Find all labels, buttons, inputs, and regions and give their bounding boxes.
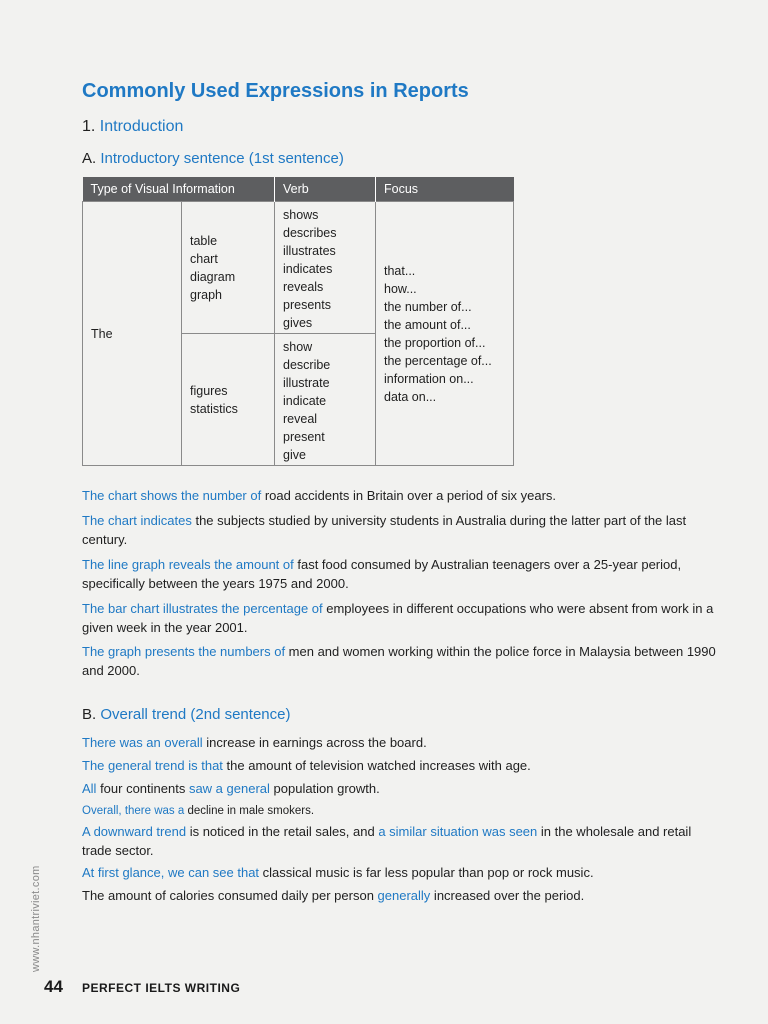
example-expression: The bar chart illustrates the percentage of (82, 601, 323, 616)
verb-item: describe (283, 358, 331, 372)
section-heading-introduction (82, 118, 183, 136)
cell-verbs-top (275, 202, 376, 334)
example-expression: The graph presents the numbers of (82, 644, 286, 659)
example-expression: The chart shows the number of (82, 488, 262, 503)
example-expression: The general trend is that (82, 758, 223, 773)
section-label: Introduction (99, 118, 184, 135)
example-text: road accidents in Britain over a period of six years. (261, 488, 557, 503)
cell-the: The (83, 202, 182, 466)
table-header-row (83, 177, 514, 202)
verb-item: indicate (283, 394, 327, 408)
header-type: Type of Visual Information (83, 177, 275, 202)
verb-item: reveals (283, 280, 324, 294)
table-row (83, 202, 514, 334)
verb-item: reveal (283, 412, 318, 426)
type-item: statistics (190, 401, 238, 416)
type-item: figures (190, 383, 228, 398)
subheading-b (82, 706, 290, 723)
type-item: table (190, 233, 218, 248)
subheading-a-label: Introductory sentence (1st sentence) (100, 150, 344, 167)
example-expression: generally (377, 888, 431, 903)
example-a-2 (82, 511, 722, 549)
example-a-1 (82, 486, 722, 505)
example-text: employees in different occupations who were absent from work in a given week in the year 2001. (82, 601, 714, 635)
example-expression: A downward trend (82, 824, 187, 839)
subheading-b-letter: B. (82, 706, 97, 723)
cell-focus (376, 202, 514, 466)
example-text: classical music is far less popular than pop or rock music. (259, 865, 594, 880)
focus-item: the amount of... (384, 317, 471, 332)
subheading-b-label: Overall trend (2nd sentence) (100, 706, 291, 723)
type-item: diagram (190, 269, 236, 284)
example-b-2 (82, 756, 722, 775)
example-expression: The chart indicates (82, 513, 192, 528)
example-text: is noticed in the retail sales, and (186, 824, 379, 839)
example-expression: There was an overall (82, 735, 203, 750)
example-expression: Overall, there was a (82, 805, 185, 817)
example-b-6 (82, 863, 722, 882)
side-url: www.nhantriviet.com (30, 865, 42, 972)
book-title: PERFECT IELTS WRITING (82, 981, 241, 995)
verb-item: shows (283, 208, 319, 222)
focus-item: information on... (384, 371, 474, 386)
type-item: chart (190, 251, 218, 266)
example-a-5 (82, 642, 722, 680)
example-text: men and women working within the police force in Malaysia between 1990 and 2000. (82, 644, 716, 678)
example-text: The amount of calories consumed daily per person (82, 888, 378, 903)
verb-item: indicates (283, 262, 333, 276)
focus-item: the percentage of... (384, 353, 492, 368)
example-text: in the wholesale and retail trade sector. (82, 824, 692, 858)
example-expression: All (82, 781, 97, 796)
header-verb: Verb (275, 177, 376, 202)
example-expression: At first glance, we can see that (82, 865, 260, 880)
verb-item: presents (283, 298, 331, 312)
example-text: the amount of television watched increases with age. (222, 758, 531, 773)
example-b-7 (82, 886, 722, 905)
verb-item: gives (283, 316, 313, 330)
focus-item: the number of... (384, 299, 472, 314)
type-item: graph (190, 287, 222, 302)
focus-item: the proportion of... (384, 335, 486, 350)
header-focus: Focus (376, 177, 514, 202)
focus-item: that... (384, 263, 416, 278)
example-text: decline in male smokers. (184, 805, 315, 817)
verb-item: present (283, 430, 325, 444)
visual-info-table (82, 177, 514, 466)
example-b-4 (82, 802, 722, 821)
example-b-1 (82, 733, 722, 752)
example-a-4 (82, 599, 722, 637)
example-text: increase in earnings across the board. (202, 735, 427, 750)
cell-verbs-bottom (275, 334, 376, 466)
example-b-5 (82, 822, 722, 860)
focus-item: data on... (384, 389, 437, 404)
page-number: 44 (44, 977, 63, 996)
example-text: increased over the period. (430, 888, 585, 903)
example-text: the subjects studied by university students in Australia during the latter part of the last century. (82, 513, 687, 547)
page-title: Commonly Used Expressions in Reports (82, 80, 469, 102)
example-expression: The line graph reveals the amount of (82, 557, 294, 572)
verb-item: show (283, 340, 313, 354)
example-text: four continents (96, 781, 189, 796)
verb-item: illustrates (283, 244, 336, 258)
subheading-a (82, 150, 344, 167)
verb-item: give (283, 448, 306, 462)
example-text: fast food consumed by Australian teenagers over a 25-year period, specifically between the years 1975 and 2000. (82, 557, 682, 591)
section-number: 1. (82, 118, 96, 135)
verb-item: illustrate (283, 376, 330, 390)
focus-item: how... (384, 281, 417, 296)
cell-types-top (182, 202, 275, 334)
cell-types-bottom (182, 334, 275, 466)
example-expression: a similar situation was seen (378, 824, 538, 839)
example-expression: saw a general (188, 781, 270, 796)
example-a-3 (82, 555, 722, 593)
verb-item: describes (283, 226, 337, 240)
subheading-a-letter: A. (82, 150, 97, 167)
example-text: population growth. (269, 781, 380, 796)
example-b-3 (82, 779, 722, 798)
